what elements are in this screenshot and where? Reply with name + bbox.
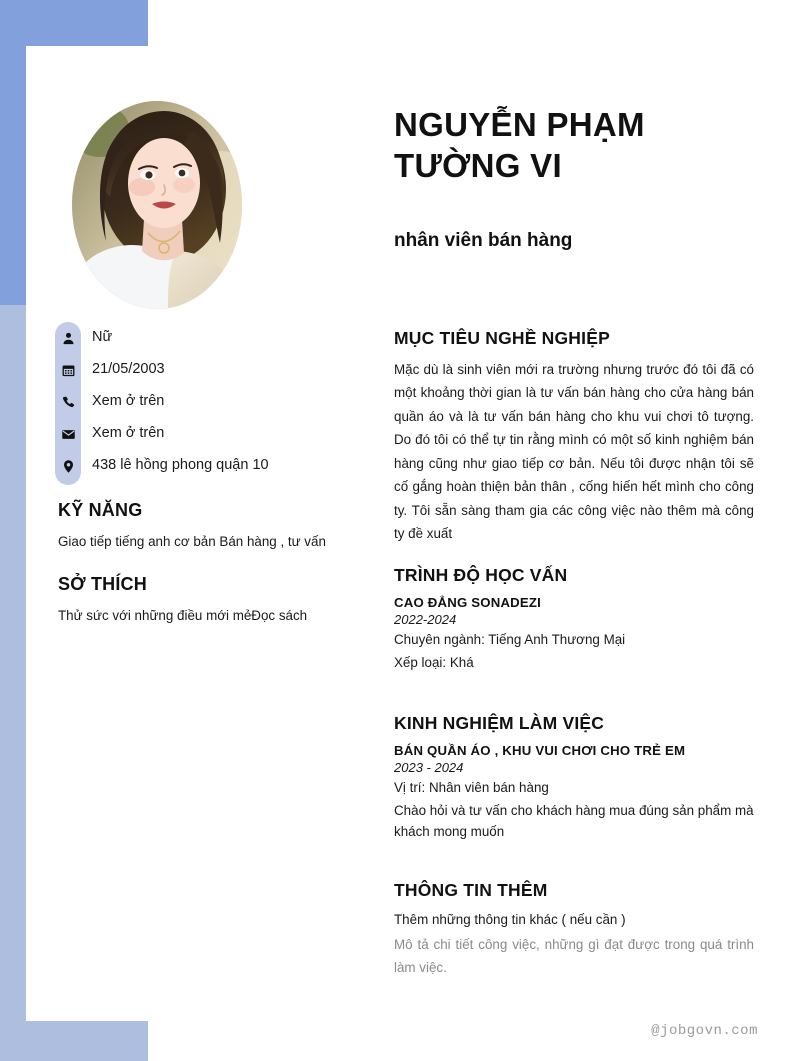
experience-dates: 2023 - 2024 (394, 760, 464, 775)
education-dates: 2022-2024 (394, 612, 457, 627)
education-school: CAO ĐẲNG SONADEZI (394, 595, 542, 610)
extra-line-2: Mô tả chi tiết công việc, những gì đạt được trong quá trình làm việc. (394, 936, 754, 976)
section-experience (394, 713, 754, 844)
contact-value: Nữ (92, 329, 113, 346)
decor-left-strip-upper (0, 0, 26, 305)
objective-body: Mặc dù là sinh viên mới ra trường nhưng trước đó tôi đã có một khoảng thời gian là tư vấn bán hàng cho cửa hàng bán quần áo và là tư vấn bán hàng cho khu vui chơi tô tượng. Do đó tôi có thể tự tin rằng mình có một số kinh nghiệm bán hàng cũng như giao tiếp cơ bản. Nếu tôi được nhận tôi sẽ cố gắng hoàn thiện bản thân , cống hiến hết mình cho công ty. Tôi sẵn sàng tham gia các công việc nào thêm mà công ty đề xuất (394, 362, 754, 542)
watermark: @jobgovn.com (651, 1023, 758, 1039)
contact-item-birthdate (55, 354, 355, 386)
avatar (72, 101, 242, 309)
contact-value: 21/05/2003 (92, 361, 165, 378)
skills-body: Giao tiếp tiếng anh cơ bản Bán hàng , tư vấn (58, 534, 326, 549)
phone-icon (55, 395, 81, 410)
location-icon (55, 459, 81, 474)
education-heading: TRÌNH ĐỘ HỌC VẤN (394, 565, 568, 585)
education-grade: Xếp loại: Khá (394, 654, 474, 670)
section-skills (58, 500, 358, 551)
experience-company: BÁN QUẦN ÁO , KHU VUI CHƠI CHO TRẺ EM (394, 743, 686, 758)
avatar-image (72, 101, 242, 309)
skills-heading: KỸ NĂNG (58, 500, 143, 520)
experience-position: Vị trí: Nhân viên bán hàng (394, 780, 549, 795)
extra-line-1: Thêm những thông tin khác ( nếu cần ) (394, 912, 626, 927)
job-title: nhân viên bán hàng (394, 230, 573, 251)
experience-heading: KINH NGHIỆM LÀM VIỆC (394, 713, 605, 733)
experience-description: Chào hỏi và tư vấn cho khách hàng mua đúng sản phẩm mà khách mong muốn (394, 802, 754, 839)
contact-item-address (55, 450, 355, 482)
contact-block (55, 322, 355, 482)
objective-heading: MỤC TIÊU NGHỀ NGHIỆP (394, 328, 610, 348)
education-major: Chuyên ngành: Tiếng Anh Thương Mại (394, 632, 626, 647)
contact-value: Xem ở trên (92, 393, 165, 410)
hobbies-body: Thử sức với những điều mới mẻĐọc sách (58, 608, 308, 623)
extra-heading: THÔNG TIN THÊM (394, 880, 548, 900)
page-title: NGUYỄN PHẠM TƯỜNG VI (394, 106, 645, 184)
decor-left-strip-lower (0, 305, 26, 1021)
contact-value: 438 lê hồng phong quận 10 (92, 457, 269, 474)
contact-item-email (55, 418, 355, 450)
section-objective (394, 328, 754, 546)
calendar-icon (55, 363, 81, 378)
section-education (394, 565, 754, 676)
section-extra-info (394, 880, 754, 980)
decor-bottom-left-block (0, 1021, 148, 1061)
person-icon (55, 331, 81, 346)
contact-item-gender (55, 322, 355, 354)
section-hobbies (58, 574, 358, 625)
mail-icon (55, 427, 81, 442)
contact-list (55, 322, 355, 482)
contact-item-phone (55, 386, 355, 418)
hobbies-heading: SỞ THÍCH (58, 574, 147, 594)
contact-value: Xem ở trên (92, 425, 165, 442)
